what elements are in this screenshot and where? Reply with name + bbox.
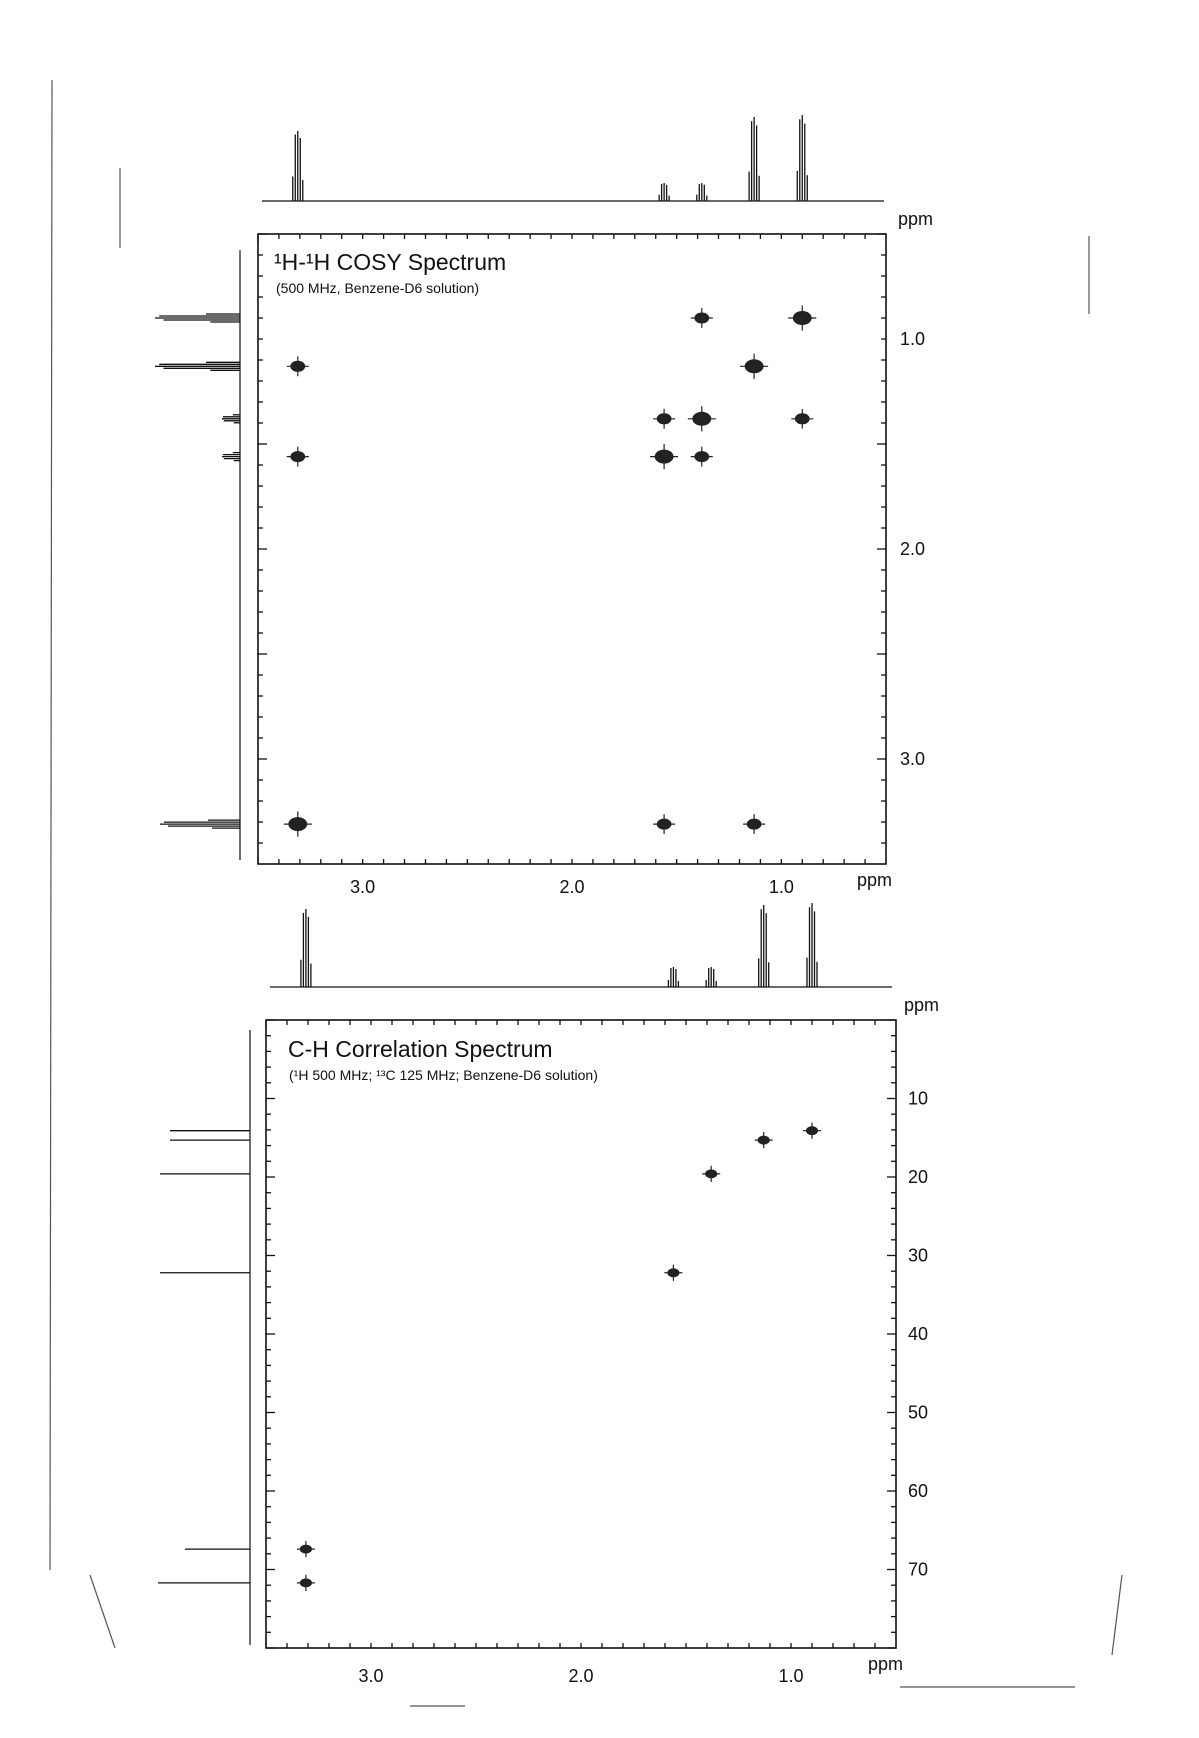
ch-x-axis-unit: ppm	[868, 1654, 904, 1674]
cosy-cross-peak	[287, 447, 309, 467]
ch-y-tick-label: 10	[908, 1088, 929, 1109]
cosy-x-tick-label: 1.0	[768, 877, 794, 897]
cosy-cross-peak	[691, 308, 713, 328]
cosy-x-axis-unit: ppm	[857, 870, 893, 890]
cosy-left-projection-peak	[222, 453, 240, 461]
cosy-chart	[155, 115, 933, 897]
cosy-cross-peak	[743, 814, 765, 834]
cosy-x-tick-label: 2.0	[559, 877, 585, 897]
ch-cross-peak	[297, 1541, 315, 1557]
ch-y-tick-label: 40	[908, 1324, 929, 1344]
ch-y-tick-label: 60	[908, 1481, 929, 1501]
cosy-top-projection-peak	[293, 131, 303, 201]
scan-artifacts	[50, 80, 1122, 1706]
cosy-plot-frame	[258, 234, 886, 864]
cosy-x-tick-labels	[350, 877, 794, 897]
ch-x-tick-label: 3.0	[358, 1666, 384, 1686]
cosy-subtitle: (500 MHz, Benzene-D6 solution)	[276, 280, 480, 296]
ch-y-tick-labels	[908, 1089, 928, 1580]
ch-cross-peak	[664, 1265, 682, 1281]
ch-top-projection-peak	[807, 903, 817, 987]
cosy-cross-peak	[791, 409, 813, 429]
ch-x-tick-labels	[358, 1666, 803, 1686]
cosy-top-projection-peak	[749, 117, 759, 201]
ch-cross-peak	[803, 1123, 821, 1139]
cosy-cross-peak	[691, 447, 713, 467]
ch-top-projection	[270, 903, 892, 987]
ch-left-projection	[158, 1030, 250, 1645]
cosy-top-projection	[262, 115, 884, 201]
cosy-left-projection-peak	[160, 820, 240, 828]
cosy-cross-peaks	[284, 305, 816, 836]
ch-y-tick-label: 30	[908, 1245, 929, 1266]
cosy-y-tick-labels	[900, 329, 925, 769]
cosy-cross-peak	[287, 356, 309, 376]
cosy-left-projection-peak	[155, 362, 240, 370]
cosy-cross-peak	[688, 406, 716, 431]
cosy-y-axis-unit: ppm	[898, 209, 934, 229]
ch-cross-peak	[755, 1132, 773, 1148]
ch-title: C-H Correlation Spectrum	[288, 1036, 553, 1062]
cosy-y-tick-label: 1.0	[900, 329, 926, 349]
ch-x-tick-label: 2.0	[568, 1666, 594, 1686]
ch-cross-peak	[702, 1166, 720, 1182]
cosy-cross-peak	[650, 444, 678, 469]
cosy-x-tick-label: 3.0	[350, 877, 376, 897]
cosy-left-projection	[155, 250, 240, 860]
cosy-cross-peak	[740, 354, 768, 379]
cosy-top-projection-peak	[797, 115, 807, 201]
ch-top-projection-peak	[706, 967, 716, 987]
cosy-y-tick-label: 3.0	[900, 749, 926, 769]
ch-x-tick-label: 1.0	[778, 1666, 804, 1686]
cosy-cross-peak	[284, 812, 312, 837]
ch-correlation-chart	[158, 903, 939, 1686]
ch-cross-peak	[297, 1575, 315, 1591]
cosy-top-projection-peak	[697, 183, 707, 201]
ch-plot-frame	[266, 1020, 896, 1648]
ch-y-tick-label: 70	[908, 1559, 929, 1580]
cosy-cross-peak	[653, 814, 675, 834]
ch-y-tick-label: 20	[908, 1167, 929, 1187]
cosy-cross-peak	[653, 409, 675, 429]
ch-y-axis-unit: ppm	[904, 995, 940, 1015]
ch-cross-peaks	[297, 1123, 821, 1591]
cosy-y-tick-label: 2.0	[900, 539, 926, 559]
ch-top-projection-peak	[301, 909, 311, 987]
ch-frame-ticks	[266, 1020, 896, 1648]
cosy-left-projection-peak	[155, 314, 240, 322]
cosy-top-projection-peak	[659, 183, 669, 201]
ch-y-tick-label: 50	[908, 1402, 929, 1423]
ch-subtitle: (¹H 500 MHz; ¹³C 125 MHz; Benzene-D6 solution)	[289, 1067, 598, 1083]
cosy-frame-ticks	[258, 234, 886, 864]
ch-top-projection-peak	[668, 967, 678, 987]
cosy-cross-peak	[788, 305, 816, 330]
ch-top-projection-peak	[759, 905, 769, 987]
cosy-title: ¹H-¹H COSY Spectrum	[274, 249, 507, 275]
cosy-left-projection-peak	[222, 415, 240, 423]
